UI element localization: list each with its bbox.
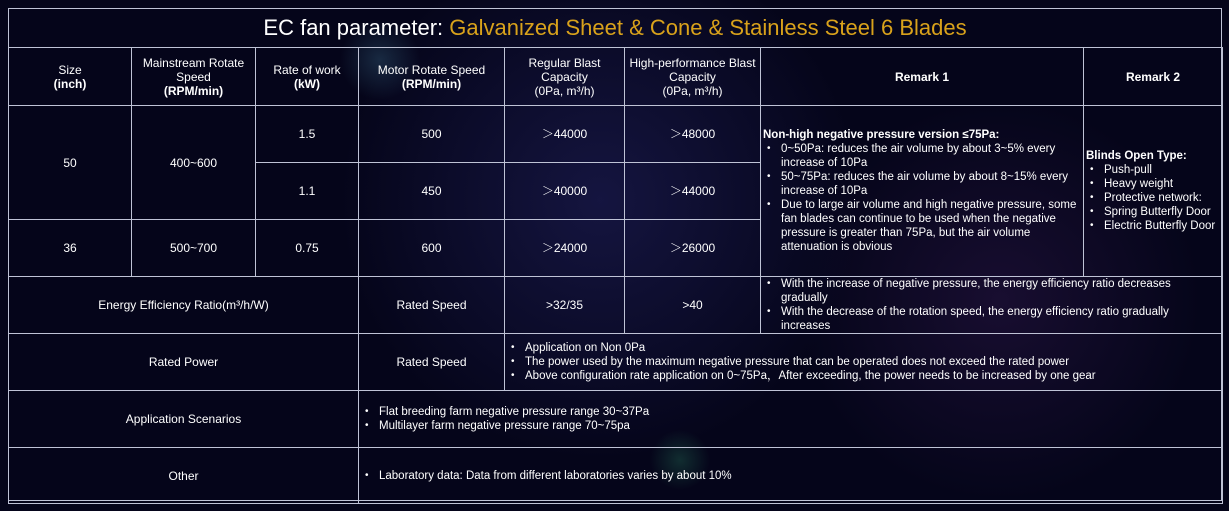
cell-size: 36 [9,220,132,277]
list-item: • Multilayer farm negative pressure range 70~75pa [361,419,1220,433]
remark2-cell [1084,106,1223,277]
remark1-cell [761,106,1084,277]
list-item: • Flat breeding farm negative pressure range 30~37Pa [361,405,1220,419]
header-motor: Motor Rotate Speed (RPM/min) [359,48,505,106]
list-item: • Laboratory data: Data from different laboratories varies by about 10% [361,469,1220,483]
fan-parameter-table [8,47,1223,504]
cell-rate: 1.1 [256,163,359,220]
page-title [8,8,1222,48]
cell-speed: 400~600 [132,106,256,220]
cell-highperf: ＞26000 [625,220,761,277]
table-row [9,106,1223,163]
title-accent: Galvanized Sheet & Cone & Stainless Steel 6 Blades [449,15,967,40]
eer-speed: Rated Speed [359,277,505,334]
title-prefix: EC fan parameter: [263,15,450,40]
rated-power-speed: Rated Speed [359,334,505,391]
cell-motor: 600 [359,220,505,277]
other-notes [359,448,1223,504]
remark1-heading: Non-high negative pressure version ≤75Pa: [763,129,1000,141]
cell-regular: ＞44000 [505,106,625,163]
cell-regular: ＞40000 [505,163,625,220]
cell-rate: 1.5 [256,106,359,163]
header-size: Size (inch) [9,48,132,106]
rated-power-label: Rated Power [9,334,359,391]
cell-motor: 500 [359,106,505,163]
other-label: Other [9,448,359,504]
cell-motor: 450 [359,163,505,220]
cell-speed: 500~700 [132,220,256,277]
eer-label: Energy Efficiency Ratio(m³/h/W) [9,277,359,334]
header-speed: Mainstream Rotate Speed (RPM/min) [132,48,256,106]
list-item: • 50~75Pa: reduces the air volume by about 8~15% every increase of 10Pa [763,170,1081,198]
header-row [9,48,1223,106]
header-regular: Regular Blast Capacity (0Pa, m³/h) [505,48,625,106]
application-row [9,391,1223,448]
list-item: • Spring Butterfly Door [1086,205,1220,219]
header-rate: Rate of work (kW) [256,48,359,106]
list-item: • With the increase of negative pressure, the energy efficiency ratio decreases gradually [763,277,1203,305]
rated-power-notes [505,334,1223,391]
list-item: • 0~50Pa: reduces the air volume by about 3~5% every increase of 10Pa [763,142,1081,170]
list-item: • The power used by the maximum negative pressure that can be operated does not exceed the rated power [507,355,1220,369]
cell-highperf: ＞44000 [625,163,761,220]
remark2-heading: Blinds Open Type: [1086,150,1187,162]
eer-notes [761,277,1223,334]
remark2-list [1086,163,1220,233]
header-highperf: High-performance Blast Capacity (0Pa, m³/h) [625,48,761,106]
eer-regular: >32/35 [505,277,625,334]
list-item: • Electric Butterfly Door [1086,219,1220,233]
list-item: • Due to large air volume and high negative pressure, some fan blades can continue to be used when the negative pressure is greater than 75Pa, but the air volume attenuation is obvious [763,198,1081,254]
list-item: • With the decrease of the rotation speed, the energy efficiency ratio gradually increases [763,305,1203,333]
header-remark2: Remark 2 [1084,48,1223,106]
eer-highperf: >40 [625,277,761,334]
cell-regular: ＞24000 [505,220,625,277]
header-remark1: Remark 1 [761,48,1084,106]
list-item: • Protective network: [1086,191,1220,205]
other-row [9,448,1223,504]
application-label: Application Scenarios [9,391,359,448]
rated-power-row [9,334,1223,391]
application-notes [359,391,1223,448]
list-item: • Above configuration rate application on 0~75Pa，After exceeding, the power needs to be increased by one gear [507,369,1220,383]
cell-highperf: ＞48000 [625,106,761,163]
eer-row [9,277,1223,334]
cell-rate: 0.75 [256,220,359,277]
remark1-list [763,142,1081,254]
list-item: • Heavy weight [1086,177,1220,191]
cell-size: 50 [9,106,132,220]
list-item: • Push-pull [1086,163,1220,177]
list-item: • Application on Non 0Pa [507,341,1220,355]
